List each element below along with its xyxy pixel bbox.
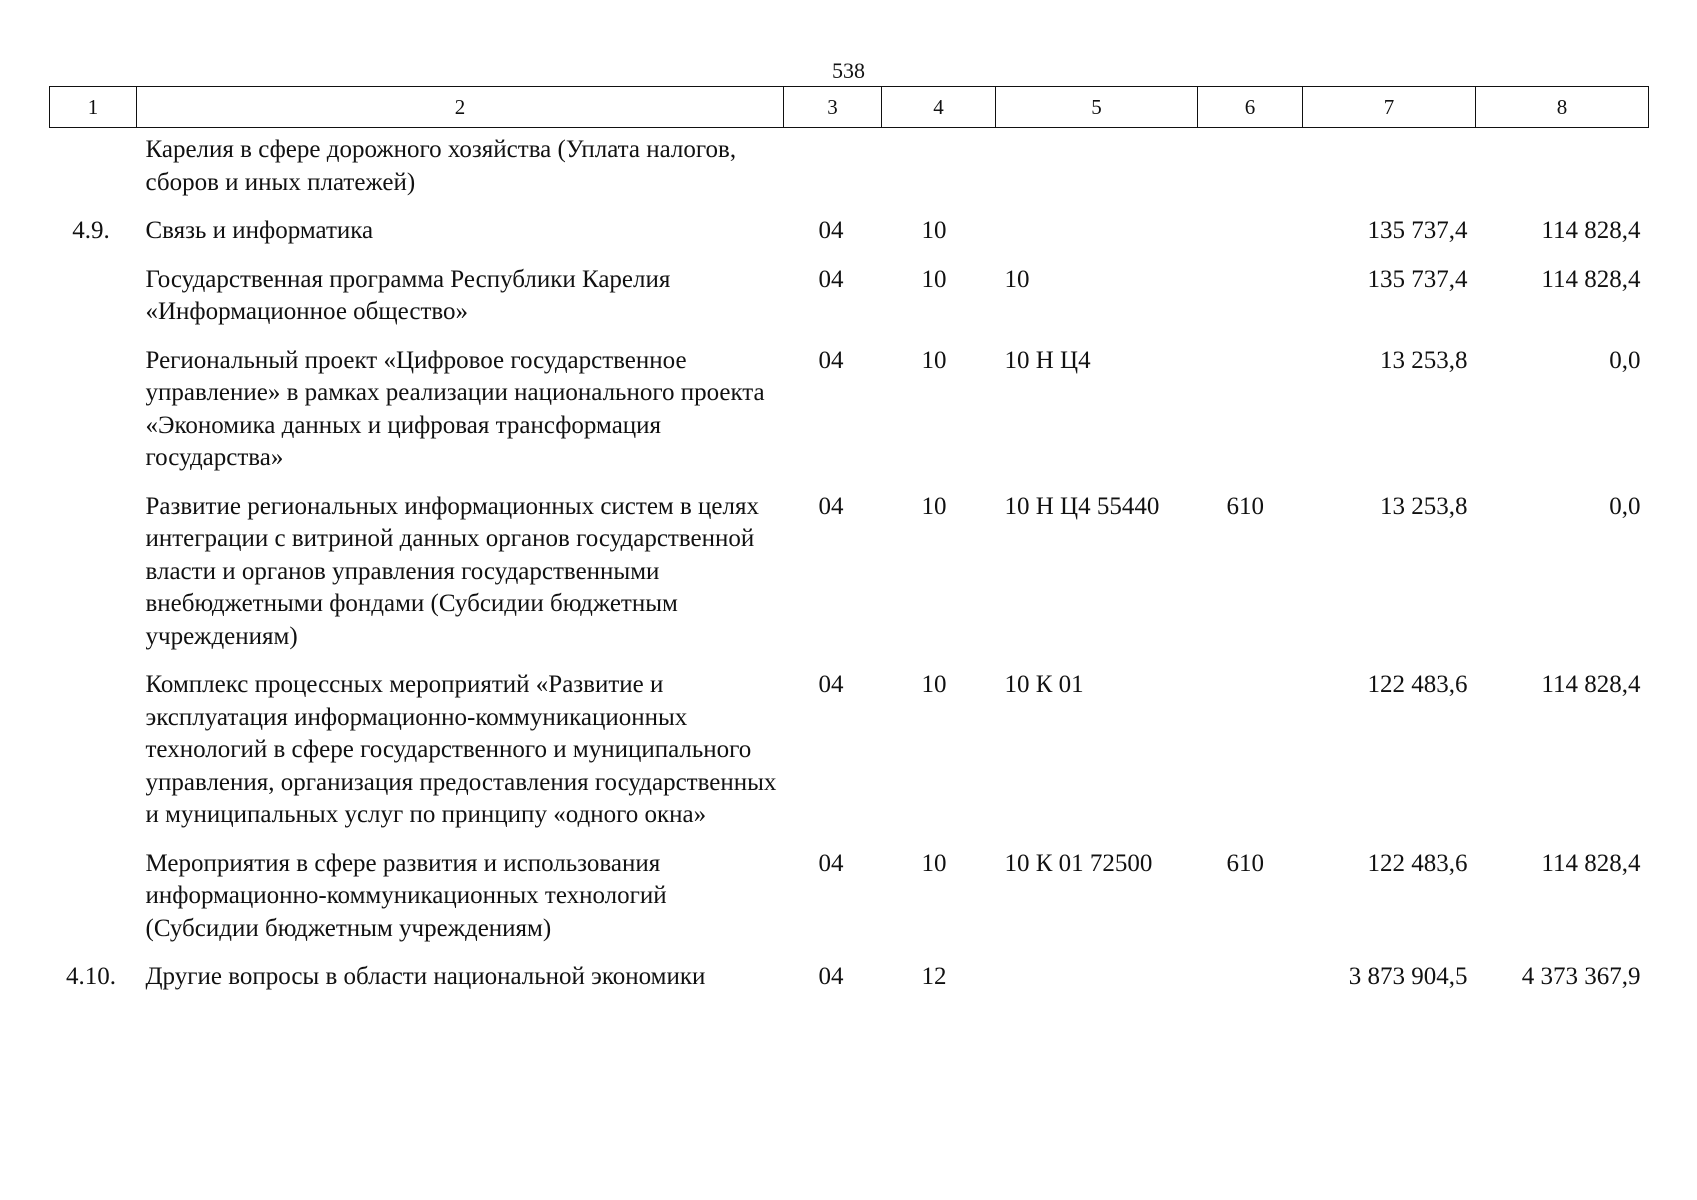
amount-column-8: 114 828,4 (1541, 671, 1641, 698)
amount-column-7: 135 737,4 (1367, 265, 1468, 293)
subsection-code (882, 128, 996, 216)
subsection-code: 12 (921, 963, 947, 990)
amount-column-7: 13 253,8 (1380, 492, 1468, 520)
target-article-code: 10 Н Ц4 (1004, 346, 1091, 374)
row-name: Другие вопросы в области национальной экономики (145, 963, 706, 990)
expense-type-code (1198, 264, 1303, 345)
column-header-3: 3 (784, 87, 882, 128)
amount-column-8: 0,0 (1609, 346, 1641, 374)
row-name: Связь и информатика (145, 217, 374, 244)
target-article-code: 10 К 01 72500 (1004, 849, 1153, 877)
row-name: Комплекс процессных мероприятий «Развитие и эксплуатация информационно-коммуникационных технологий в сфере государственного и муниципального управления, организация предоставления государственных и муниципальных услуг по принципу «одного окна» (145, 671, 777, 828)
section-code: 04 (818, 849, 844, 877)
amount-column-7: 122 483,6 (1367, 849, 1468, 877)
column-header-6: 6 (1198, 87, 1303, 128)
row-name: Региональный проект «Цифровое государственное управление» в рамках реализации национального проекта «Экономика данных и цифровая трансформация государства» (145, 346, 765, 471)
section-code (784, 128, 882, 216)
target-article-code: 10 Н Ц4 55440 (1004, 492, 1160, 520)
column-header-2: 2 (137, 87, 784, 128)
column-header-4: 4 (882, 87, 996, 128)
amount-column-7 (1303, 128, 1476, 216)
budget-table (49, 86, 1649, 1010)
table-row (50, 215, 1649, 264)
table-row (50, 848, 1649, 962)
amount-column-7: 13 253,8 (1380, 346, 1468, 374)
page-number: 538 (832, 58, 865, 83)
column-header-1: 1 (50, 87, 137, 128)
section-code: 04 (818, 492, 844, 520)
subsection-code: 10 (921, 671, 947, 698)
expense-type-code (1198, 128, 1303, 216)
table-row (50, 669, 1649, 848)
target-article-code: 10 К 01 (1004, 671, 1084, 698)
amount-column-7: 135 737,4 (1367, 217, 1468, 244)
amount-column-7: 122 483,6 (1367, 671, 1468, 698)
section-code: 04 (818, 265, 844, 293)
column-number-header (50, 87, 1649, 128)
column-header-5: 5 (996, 87, 1198, 128)
target-article-code (996, 961, 1198, 1010)
row-name: Государственная программа Республики Карелия «Информационное общество» (145, 265, 671, 325)
table-row (50, 961, 1649, 1010)
amount-column-8: 114 828,4 (1541, 849, 1641, 877)
row-number (50, 491, 137, 670)
expense-type-code: 610 (1226, 849, 1264, 877)
amount-column-7: 3 873 904,5 (1348, 963, 1468, 990)
column-header-7: 7 (1303, 87, 1476, 128)
expense-type-code (1198, 215, 1303, 264)
table-row (50, 345, 1649, 491)
section-code: 04 (818, 671, 844, 698)
target-article-code: 10 (1004, 265, 1030, 293)
section-code: 04 (818, 346, 844, 374)
subsection-code: 10 (921, 492, 947, 520)
row-number (50, 128, 137, 216)
row-number: 4.9. (72, 217, 110, 244)
amount-column-8: 4 373 367,9 (1521, 963, 1641, 990)
row-number (50, 669, 137, 848)
row-name: Развитие региональных информационных систем в целях интеграции с витриной данных органов государственной власти и органов управления государственными внебюджетными фондами (Субсидии бюджетным учреждениям) (145, 492, 759, 650)
table-row (50, 491, 1649, 670)
amount-column-8: 114 828,4 (1541, 217, 1641, 244)
table-row (50, 128, 1649, 216)
expense-type-code (1198, 669, 1303, 848)
subsection-code: 10 (921, 265, 947, 293)
section-code: 04 (818, 963, 844, 990)
expense-type-code (1198, 961, 1303, 1010)
subsection-code: 10 (921, 849, 947, 877)
expense-type-code: 610 (1226, 492, 1264, 520)
row-number: 4.10. (66, 963, 116, 990)
column-header-8: 8 (1476, 87, 1649, 128)
subsection-code: 10 (921, 346, 947, 374)
row-number (50, 264, 137, 345)
amount-column-8: 114 828,4 (1541, 265, 1641, 293)
target-article-code (996, 215, 1198, 264)
expense-type-code (1198, 345, 1303, 491)
subsection-code: 10 (921, 217, 947, 244)
row-name: Мероприятия в сфере развития и использования информационно-коммуникационных технологий (Субсидии бюджетным учреждениям) (145, 849, 667, 942)
target-article-code (996, 128, 1198, 216)
row-name: Карелия в сфере дорожного хозяйства (Уплата налогов, сборов и иных платежей) (145, 136, 737, 196)
row-number (50, 345, 137, 491)
amount-column-8: 0,0 (1609, 492, 1641, 520)
amount-column-8 (1476, 128, 1649, 216)
table-row (50, 264, 1649, 345)
row-number (50, 848, 137, 962)
section-code: 04 (818, 217, 844, 244)
